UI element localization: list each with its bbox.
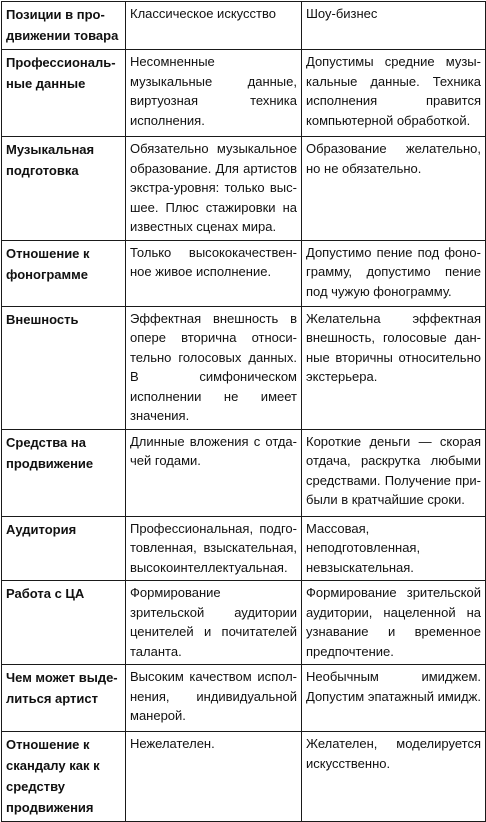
classic-cell [126, 137, 302, 241]
table-row [2, 137, 486, 241]
header-cell-classic [126, 2, 302, 50]
row-label: Музыкальная подготовка [6, 142, 95, 178]
show-text: Массовая, неподготовленная, невзыскательная. [306, 520, 421, 575]
classic-cell [126, 581, 302, 665]
row-label-cell [2, 581, 126, 665]
table-row [2, 516, 486, 581]
row-label-cell [2, 240, 126, 306]
show-cell [302, 240, 486, 306]
row-label-cell [2, 306, 126, 429]
classic-text: Нежелателен. [130, 736, 215, 751]
header-row [2, 2, 486, 50]
classic-cell [126, 732, 302, 822]
classic-cell [126, 516, 302, 581]
row-label-cell [2, 137, 126, 241]
table-row [2, 50, 486, 137]
classic-text: Длинные вложения с отдачей годами. [130, 433, 297, 468]
show-cell [302, 137, 486, 241]
show-text: Формирование зрительской аудитории, нацеленной на узнавание и временное предпочтение. [306, 585, 481, 659]
show-text: Желателен, моделируется искусственно. [306, 736, 481, 771]
row-label-cell [2, 50, 126, 137]
table-row [2, 240, 486, 306]
row-label-cell [2, 516, 126, 581]
row-label-cell [2, 665, 126, 732]
show-cell [302, 732, 486, 822]
header-position-label: Позиции в продвижении товара [6, 7, 119, 43]
table-row [2, 306, 486, 429]
show-cell [302, 429, 486, 516]
row-label-cell [2, 732, 126, 822]
classic-cell [126, 306, 302, 429]
classic-text: Высоким качеством исполнения, индивидуальной манерой. [130, 669, 297, 723]
table-row [2, 581, 486, 665]
classic-cell [126, 429, 302, 516]
classic-cell [126, 50, 302, 137]
show-text: Допустимо пение под фонограмму, допустимо пение под чужую фонограмму. [306, 244, 481, 299]
header-cell-show [302, 2, 486, 50]
classic-text: Обязательно музыкальное образование. Для артистов экстра-уровня: только высшее. Плюс стажировки на известных сценах мира. [130, 141, 297, 234]
header-show-label: Шоу-бизнес [306, 6, 378, 21]
classic-text: Формирование зрительской аудитории ценителей и почитателей таланта. [130, 585, 297, 659]
row-label: Внешность [6, 311, 79, 327]
row-label: Чем может выделиться артист [6, 670, 118, 706]
row-label: Отношение к фонограмме [6, 245, 90, 282]
classic-text: Только высококачественное живое исполнение. [130, 244, 297, 279]
row-label: Аудитория [6, 521, 77, 537]
table-row [2, 732, 486, 822]
row-label: Отношение к скандалу как к средству продвижения [6, 737, 100, 815]
row-label: Профессиональные данные [6, 55, 116, 91]
show-cell [302, 516, 486, 581]
header-classic-label: Классическое искусство [130, 6, 276, 21]
show-cell [302, 665, 486, 732]
show-text: Необычным имиджем. Допустим эпатажный имидж. [306, 669, 481, 704]
classic-text: Профессиональная, подготовленная, взыскательная, высокоинтеллектуальная. [130, 520, 297, 575]
row-label: Работа с ЦА [6, 586, 85, 601]
row-label-cell [2, 429, 126, 516]
show-text: Допустимы средние музыкальные данные. Техника исполнения правится компьютерной обработкой. [306, 54, 481, 128]
show-text: Короткие деньги — скорая отдача, раскрутка любыми средствами. Получение прибыли в кратчайшие сроки. [306, 433, 481, 507]
table-row [2, 429, 486, 516]
table-row [2, 665, 486, 732]
show-text: Образование желательно, но не обязательно. [306, 141, 481, 176]
classic-text: Эффектная внешность в опере вторична относительно голосовых данных. В симфоническом исполнении не имеет значения. [130, 310, 297, 423]
classic-cell [126, 665, 302, 732]
show-cell [302, 306, 486, 429]
classic-cell [126, 240, 302, 306]
show-cell [302, 581, 486, 665]
header-cell-position [2, 2, 126, 50]
comparison-table [1, 1, 486, 822]
row-label: Средства на продвижение [6, 434, 94, 471]
classic-text: Несомненные музыкальные данные, виртуозная техника исполнения. [130, 54, 297, 128]
show-text: Желательна эффектная внешность, голосовые данные вторичны относительно экстерьера. [306, 310, 481, 384]
show-cell [302, 50, 486, 137]
